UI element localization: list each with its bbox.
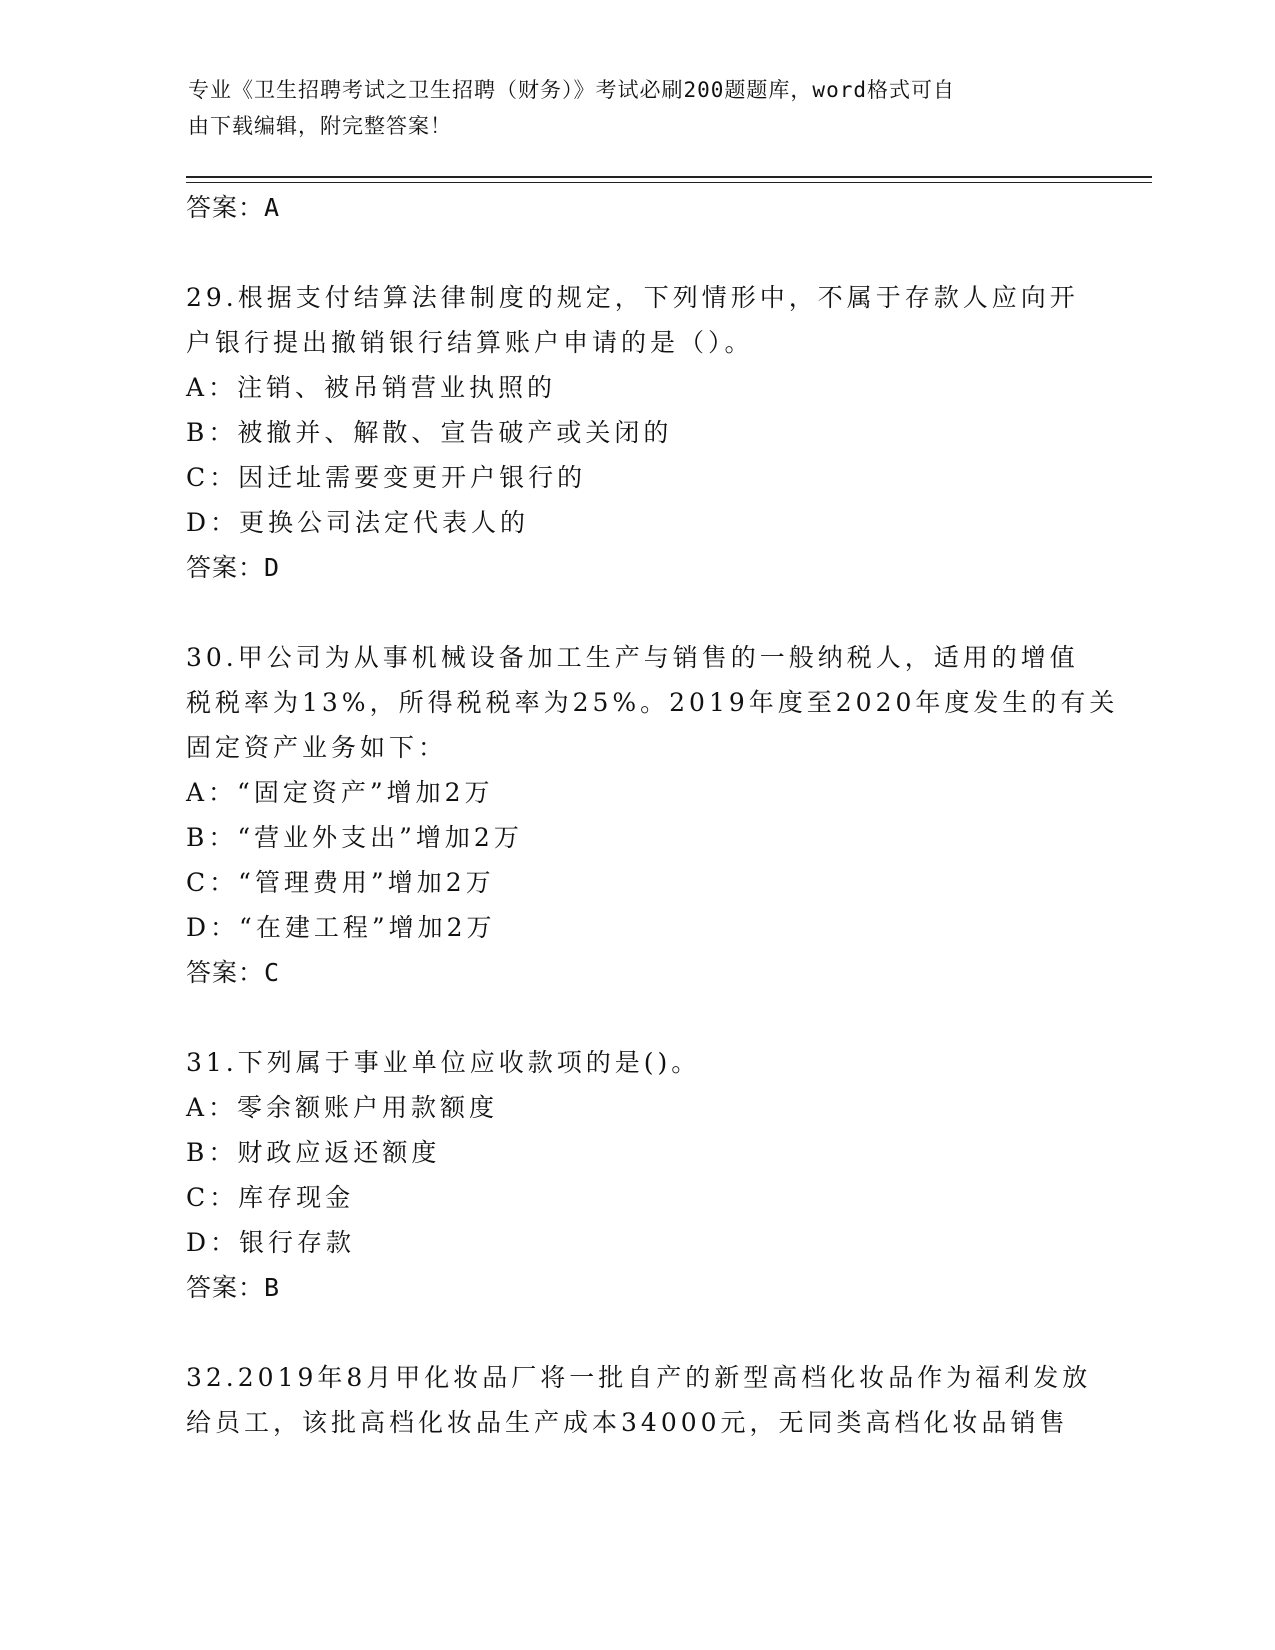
question-option: B：财政应返还额度 bbox=[186, 1138, 441, 1167]
question-option: B：被撤并、解散、宣告破产或关闭的 bbox=[186, 418, 673, 447]
answer-label: 答案： bbox=[186, 553, 265, 582]
answer-line bbox=[186, 185, 1086, 230]
answer-value: B bbox=[264, 1273, 281, 1302]
question-option: A：“固定资产”增加2万 bbox=[186, 778, 494, 807]
header-rule-thin bbox=[186, 182, 1152, 183]
answer-label: 答案： bbox=[186, 958, 265, 987]
question-option: A：零余额账户用款额度 bbox=[186, 1093, 499, 1122]
answer-line bbox=[186, 950, 1086, 995]
answer-label: 答案： bbox=[186, 1273, 265, 1302]
answer-value: A bbox=[264, 193, 281, 222]
header-line-1: 专业《卫生招聘考试之卫生招聘（财务）》考试必刷200题题库，word格式可自 bbox=[188, 78, 955, 102]
question-option: C：“管理费用”增加2万 bbox=[186, 868, 495, 897]
document-content bbox=[186, 185, 1119, 1445]
question-stem-line: 29.根据支付结算法律制度的规定，下列情形中，不属于存款人应向开 bbox=[186, 283, 1079, 312]
question-option: D：更换公司法定代表人的 bbox=[186, 508, 530, 537]
answer-value: D bbox=[264, 553, 281, 582]
question-stem-line: 31.下列属于事业单位应收款项的是()。 bbox=[186, 1048, 701, 1077]
answer-label: 答案： bbox=[186, 193, 265, 222]
question-option: C：因迁址需要变更开户银行的 bbox=[186, 463, 587, 492]
document-header bbox=[188, 72, 1068, 144]
question-stem-line: 户银行提出撤销银行结算账户申请的是（）。 bbox=[186, 328, 754, 357]
question-option: A：注销、被吊销营业执照的 bbox=[186, 373, 557, 402]
question-option: D：银行存款 bbox=[186, 1228, 356, 1257]
question-option: C：库存现金 bbox=[186, 1183, 355, 1212]
header-line-2: 由下载编辑，附完整答案！ bbox=[188, 114, 452, 138]
question-block bbox=[186, 1040, 1086, 1355]
answer-value: C bbox=[264, 958, 281, 987]
question-block bbox=[186, 275, 1086, 635]
question-option: B：“营业外支出”增加2万 bbox=[186, 823, 523, 852]
header-rule-thick bbox=[186, 176, 1152, 178]
question-block bbox=[186, 1355, 1092, 1445]
question-stem-line: 固定资产业务如下： bbox=[186, 733, 448, 762]
answer-line bbox=[186, 545, 1086, 590]
question-stem-line: 税税率为13%，所得税税率为25%。2019年度至2020年度发生的有关 bbox=[186, 688, 1119, 717]
question-list bbox=[186, 275, 1119, 1445]
question-stem-line: 30.甲公司为从事机械设备加工生产与销售的一般纳税人，适用的增值 bbox=[186, 643, 1079, 672]
question-option: D：“在建工程”增加2万 bbox=[186, 913, 496, 942]
question-stem-line: 32.2019年8月甲化妆品厂将一批自产的新型高档化妆品作为福利发放 bbox=[186, 1363, 1092, 1392]
answer-line bbox=[186, 1265, 1086, 1310]
question-stem-line: 给员工，该批高档化妆品生产成本34000元，无同类高档化妆品销售 bbox=[186, 1408, 1069, 1437]
question-block bbox=[186, 635, 1119, 1040]
